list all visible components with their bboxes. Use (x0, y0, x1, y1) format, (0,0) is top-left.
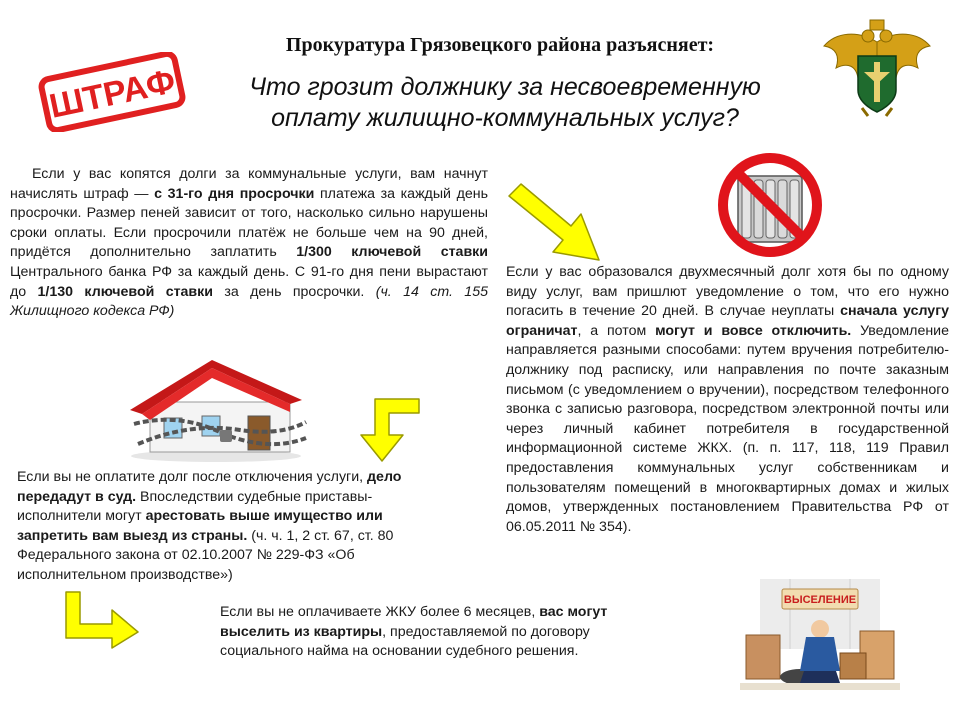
notice-text-3: Уведомление направляется разными способами: путем вручения потребителю-должнику под расписку, или направления по почте заказным письмом (с уведомлением о вручении), посредством телефонного звонка с записью разговора, посредством электронной почты или через личный кабинет потребителя в государственной информационной системе ЖКХ. (п. п. 117, 118, 119 Правил предоставления коммунальных услуг собственникам и пользователям помещений в многоквартирных домах и жилых домов, утвержденных постановлением Правительства РФ от 06.05.2011 № 354). (506, 322, 949, 535)
subtitle-line-2: оплату жилищно-коммунальных услуг? (271, 104, 739, 132)
fine-text-4: за день просрочки. (212, 283, 376, 300)
notice-bold-1: сначала услугу ограничат (506, 303, 949, 339)
notice-text-2: , а потом (577, 322, 656, 339)
subtitle-line-1: Что грозит должнику за несвоевременную (249, 73, 761, 101)
court-bold-1: дело передадут в суд. (17, 469, 402, 505)
arrow-bent-right-icon (62, 590, 142, 650)
fine-text-3: Центрального банка РФ за каждый день. С 91-го дня пени вырастают до (10, 263, 488, 300)
notice-info-paragraph (506, 263, 949, 537)
eviction-text-1: Если вы не оплачиваете ЖКУ более 6 месяцев, (220, 604, 540, 620)
notice-text-1: Если у вас образовался двухмесячный долг хотя бы по одному виду услуг, вам пришлют уведомление о том, что его нужно погасить в течение 20 дней. В случае неуплаты (506, 264, 949, 320)
eviction-bold-1: вас могут выселить из квартиры (220, 604, 608, 640)
fine-stamp-icon (32, 52, 192, 132)
notice-bold-2: могут и вовсе отключить. (655, 322, 852, 339)
court-text-1: Если вы не оплатите долг после отключения услуги, (17, 469, 368, 485)
arrow-down-right-icon (505, 182, 605, 264)
court-text-3: (ч. ч. 1, 2 ст. 67, ст. 80 Федерального закона от 02.10.2007 № 229-ФЗ «Об исполнительном производстве») (17, 527, 394, 583)
court-text-2: Впоследствии судебные приставы-исполнители могут (17, 488, 373, 525)
fine-bold-3: 1/130 ключевой ставки (37, 283, 213, 300)
fine-text-2: платежа за каждый день просрочки. Размер пеней зависит от того, насколько сильно нарушены сроки оплаты. Если просрочили платёж не больше чем на 90 дней, придётся дополнительно заплатить (10, 185, 488, 261)
no-heating-sign-icon (710, 150, 830, 260)
stamp-text: ШТРАФ (46, 62, 179, 126)
fine-text-1: Если у вас копятся долги за коммунальные услуги, вам начнут начислять штраф — (10, 166, 488, 202)
prosecutor-emblem-icon (818, 12, 936, 122)
eviction-text-2: , предоставляемой по договору социального найма на основании судебного решения. (220, 623, 590, 660)
court-bold-2: арестовать выше имущество или запретить вам выезд из страны. (17, 508, 383, 544)
chained-house-icon (120, 352, 310, 462)
page-subtitle (205, 72, 805, 134)
fine-info-paragraph (10, 165, 488, 322)
fine-legal-reference: (ч. 14 ст. 155 Жилищного кодекса РФ) (10, 283, 488, 320)
eviction-illustration-icon (740, 575, 900, 690)
fine-bold-2: 1/300 ключевой ставки (296, 244, 488, 261)
eviction-sign-text: ВЫСЕЛЕНИЕ (783, 594, 857, 606)
eviction-info-paragraph (220, 603, 660, 662)
page-title: Прокуратура Грязовецкого района разъясняет: (285, 34, 715, 56)
fine-bold-1: с 31-го дня просрочки (154, 185, 315, 202)
arrow-bent-down-icon (355, 395, 425, 465)
court-info-paragraph (17, 468, 449, 586)
